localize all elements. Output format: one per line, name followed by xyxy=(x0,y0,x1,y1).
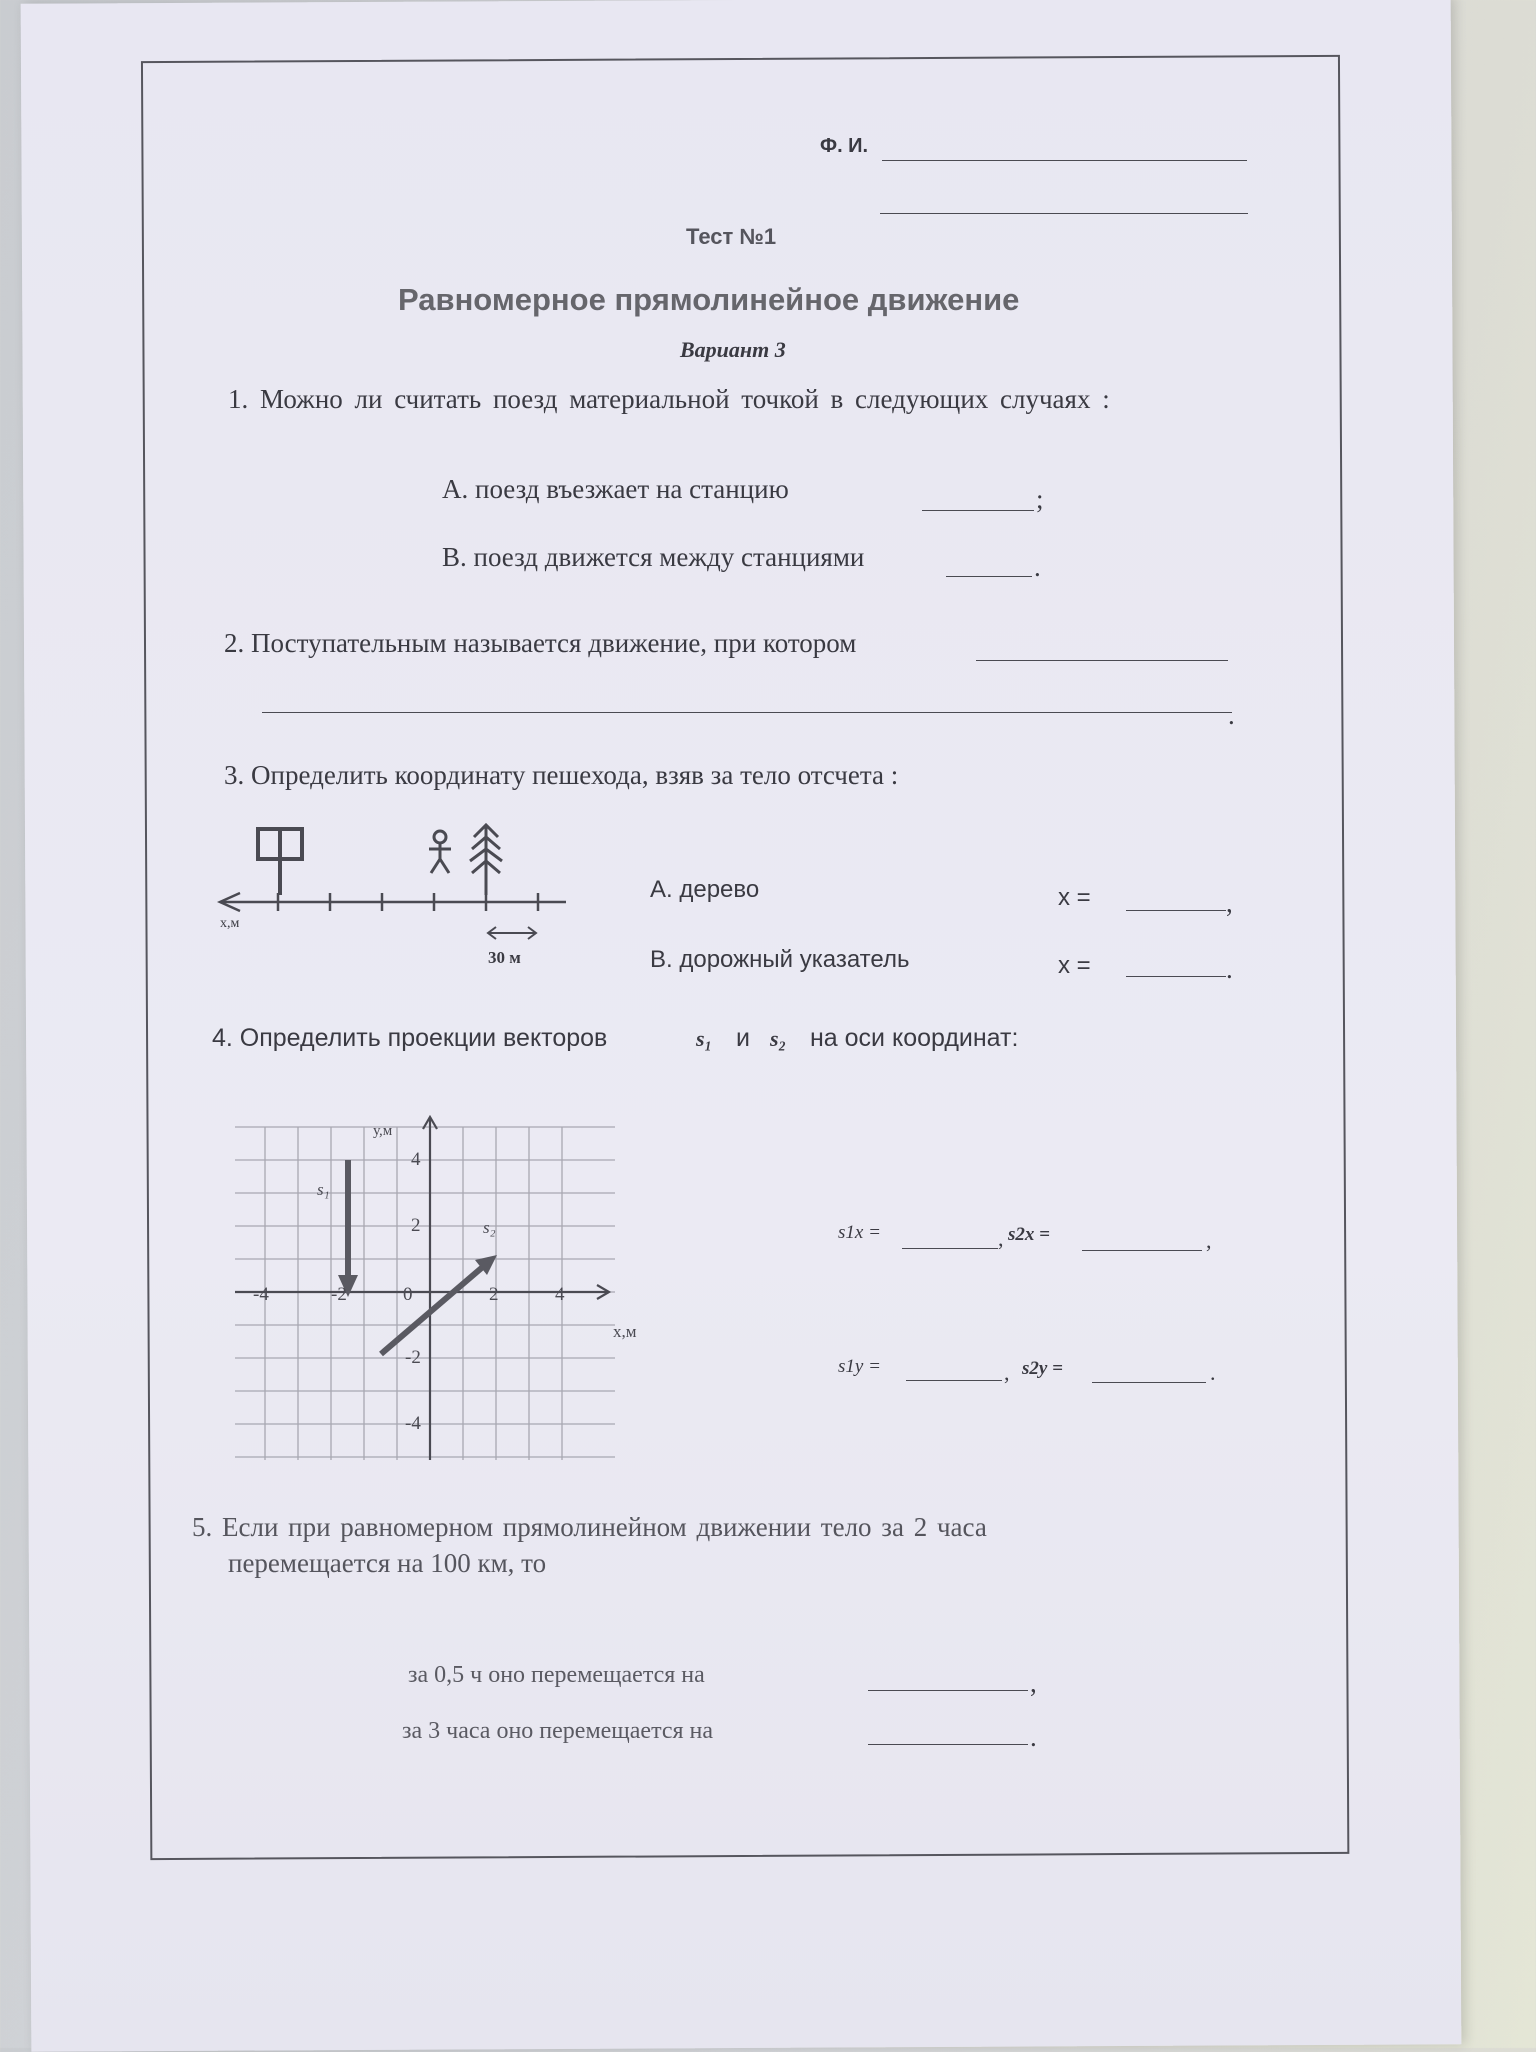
tick-y4: 4 xyxy=(411,1149,421,1170)
s2y-label: s2y = xyxy=(1022,1358,1063,1379)
question-3-text: 3. Определить координату пешехода, взяв за тело отсчета : xyxy=(224,760,899,790)
q3-scale-label: 30 м xyxy=(488,948,521,967)
question-5-text-1: 5. Если при равномерном прямолинейном движении тело за 2 часа xyxy=(192,1512,987,1542)
q4-text-end: на оси координат: xyxy=(810,1024,1019,1052)
tick-x4: 4 xyxy=(555,1284,565,1305)
s1y-label: s1y = xyxy=(838,1356,881,1377)
q1-b-end: . xyxy=(1034,552,1041,582)
q1-option-a: А. поезд въезжает на станцию xyxy=(442,474,789,504)
s1-label: s₁ xyxy=(317,1180,330,1199)
s2x-answer-line[interactable] xyxy=(1082,1250,1202,1251)
q3-axis-label: х,м xyxy=(220,916,240,931)
q5-line-2-end: . xyxy=(1030,1722,1037,1752)
q4-and: и xyxy=(736,1024,750,1052)
tick-x0: 0 xyxy=(403,1284,413,1305)
s2x-end: , xyxy=(1206,1228,1212,1253)
tick-xn4: -4 xyxy=(253,1284,269,1305)
q3-a-end: , xyxy=(1226,888,1233,918)
road-sign-icon xyxy=(258,829,302,895)
tick-yn2: -2 xyxy=(405,1347,421,1368)
s1y-sep: , xyxy=(1004,1360,1010,1385)
test-number: Тест №1 xyxy=(686,224,777,249)
page-title: Равномерное прямолинейное движение xyxy=(398,282,1020,317)
question-1-text: 1. Можно ли считать поезд материальной точкой в следующих случаях : xyxy=(228,384,1110,414)
q4-vector-2: s₂ xyxy=(770,1026,787,1051)
q5-answer-2-line[interactable] xyxy=(868,1744,1028,1745)
q1-option-b: В. поезд движется между станциями xyxy=(442,542,865,572)
q1-a-end: ; xyxy=(1036,484,1044,514)
name-label: Ф. И. xyxy=(820,135,869,157)
q3-answer-b-line[interactable] xyxy=(1126,976,1226,977)
q3-b-end: . xyxy=(1226,954,1233,984)
q5-line-1-end: , xyxy=(1030,1668,1037,1698)
q3-answer-a-line[interactable] xyxy=(1126,910,1226,911)
question-4-text: 4. Определить проекции векторов xyxy=(212,1024,608,1052)
s1x-answer-line[interactable] xyxy=(902,1248,998,1249)
y-axis-label: у,м xyxy=(373,1123,393,1139)
s2-label: s₂ xyxy=(483,1218,496,1237)
pedestrian-icon xyxy=(429,831,451,873)
q2-end: . xyxy=(1228,700,1235,730)
s1x-label: s1x = xyxy=(838,1222,881,1243)
s1x-sep: , xyxy=(998,1226,1004,1251)
q5-line-2-text: за 3 часа оно перемещается на xyxy=(402,1718,714,1744)
variant-label: Вариант 3 xyxy=(680,337,786,362)
question-5-text-2: перемещается на 100 км, то xyxy=(228,1548,547,1578)
q4-vector-1: s₁ xyxy=(696,1026,713,1051)
x-axis-label: х,м xyxy=(613,1322,637,1341)
scale-arrow xyxy=(488,927,536,939)
number-line-figure xyxy=(210,815,580,975)
q3-option-a: А. дерево xyxy=(650,876,760,903)
vector-grid-figure xyxy=(225,1115,665,1475)
name-line-1[interactable] xyxy=(882,160,1247,161)
tick-yn4: -4 xyxy=(405,1413,421,1434)
s2y-end: . xyxy=(1210,1360,1216,1385)
q5-line-1-text: за 0,5 ч оно перемещается на xyxy=(408,1662,705,1688)
q3-option-b: В. дорожный указатель xyxy=(650,946,910,973)
q3-x-eq-b: х = xyxy=(1058,952,1091,979)
q2-answer-line-1[interactable] xyxy=(976,660,1228,661)
tick-y2: 2 xyxy=(411,1215,421,1236)
q3-x-eq-a: х = xyxy=(1058,884,1091,911)
q1-answer-b-line[interactable] xyxy=(946,576,1032,577)
q5-answer-1-line[interactable] xyxy=(868,1690,1028,1691)
s1y-answer-line[interactable] xyxy=(906,1380,1002,1381)
question-2-text: 2. Поступательным называется движение, при котором xyxy=(224,628,857,658)
tick-x2: 2 xyxy=(489,1284,499,1305)
name-line-2[interactable] xyxy=(880,213,1248,214)
q2-answer-line-2[interactable] xyxy=(262,712,1232,713)
s2y-answer-line[interactable] xyxy=(1092,1382,1206,1383)
s2x-label: s2x = xyxy=(1008,1224,1050,1245)
q1-answer-a-line[interactable] xyxy=(922,510,1034,511)
tree-icon xyxy=(470,825,502,895)
tick-xn2: -2 xyxy=(331,1284,347,1305)
